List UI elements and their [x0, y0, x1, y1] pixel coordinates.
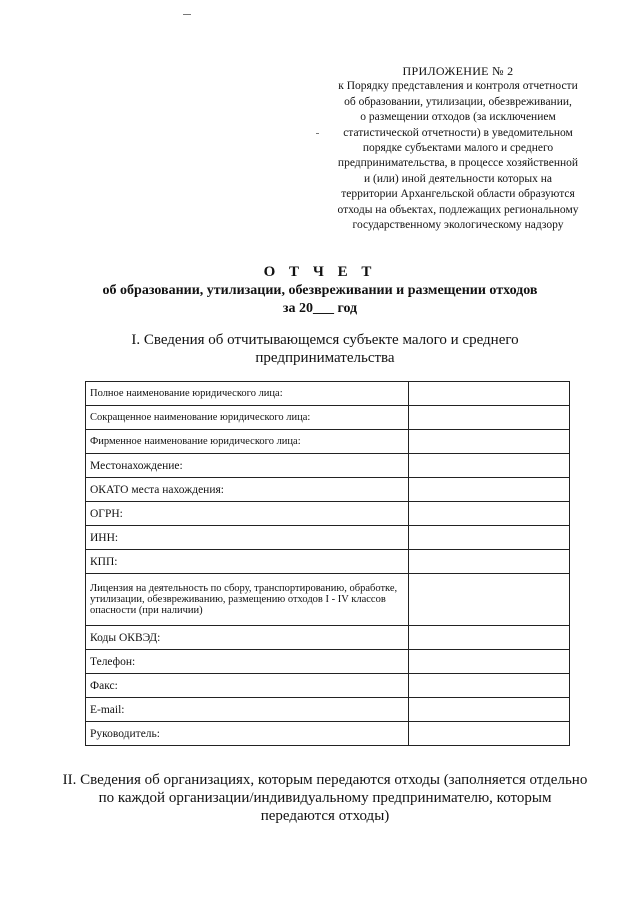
- row-value-field[interactable]: [408, 526, 569, 550]
- table-row: [86, 502, 570, 526]
- appendix-line: предпринимательства, в процессе хозяйственной: [337, 157, 579, 170]
- row-value-field[interactable]: [408, 550, 569, 574]
- report-title-year: за 20___ год: [282, 301, 358, 316]
- row-label: Коды ОКВЭД:: [86, 626, 409, 650]
- table-row: [86, 650, 570, 674]
- table-row: [86, 526, 570, 550]
- row-label: Руководитель:: [86, 722, 409, 746]
- row-value-field[interactable]: [408, 698, 569, 722]
- scan-speck: [316, 133, 319, 134]
- appendix-block: [308, 64, 608, 233]
- table-row: [86, 722, 570, 746]
- appendix-line: об образовании, утилизации, обезвреживании,: [344, 95, 572, 108]
- table-row: [86, 382, 570, 406]
- scan-speck: [183, 14, 191, 15]
- row-label: Сокращенное наименование юридического лица:: [86, 406, 409, 430]
- row-label: ОКАТО места нахождения:: [86, 478, 409, 502]
- appendix-line: порядке субъектами малого и среднего: [362, 142, 554, 155]
- table-row: [86, 430, 570, 454]
- row-label: Факс:: [86, 674, 409, 698]
- table-row: [86, 454, 570, 478]
- table-row: [86, 406, 570, 430]
- row-label: ИНН:: [86, 526, 409, 550]
- row-value-field[interactable]: [408, 722, 569, 746]
- row-label: Телефон:: [86, 650, 409, 674]
- appendix-line: территории Архангельской области образуются: [341, 188, 575, 201]
- row-value-field[interactable]: [408, 406, 569, 430]
- table-row: [86, 698, 570, 722]
- row-value-field[interactable]: [408, 502, 569, 526]
- row-value-field[interactable]: [408, 454, 569, 478]
- row-label: Лицензия на деятельность по сбору, транспортированию, обработке, утилизации, обезвреживанию, размещению отходов I - IV классов опасности (при наличии): [86, 574, 409, 626]
- table-row: [86, 626, 570, 650]
- row-value-field[interactable]: [408, 478, 569, 502]
- row-label: ОГРН:: [86, 502, 409, 526]
- row-label: Фирменное наименование юридического лица:: [86, 430, 409, 454]
- row-value-field[interactable]: [408, 650, 569, 674]
- appendix-line: государственному экологическому надзору: [352, 219, 564, 232]
- table-row: [86, 574, 570, 626]
- appendix-line: и (или) иной деятельности которых на: [364, 172, 552, 185]
- section-1-heading: I. Сведения об отчитывающемся субъекте малого и среднего предпринимательства: [131, 332, 519, 366]
- appendix-line: статистической отчетности) в уведомительном: [343, 126, 573, 139]
- row-value-field[interactable]: [408, 382, 569, 406]
- table-row: [86, 674, 570, 698]
- appendix-line: отходы на объектах, подлежащих региональному: [337, 203, 579, 216]
- row-label: Полное наименование юридического лица:: [86, 382, 409, 406]
- row-value-field[interactable]: [408, 626, 569, 650]
- report-title-subtitle: об образовании, утилизации, обезвреживании и размещении отходов: [102, 283, 538, 298]
- row-value-field[interactable]: [408, 574, 569, 626]
- appendix-line: к Порядку представления и контроля отчетности: [338, 80, 578, 93]
- row-label: КПП:: [86, 550, 409, 574]
- appendix-line: о размещении отходов (за исключением: [360, 111, 556, 124]
- appendix-heading: ПРИЛОЖЕНИЕ № 2: [402, 64, 514, 78]
- row-label: E-mail:: [86, 698, 409, 722]
- row-value-field[interactable]: [408, 430, 569, 454]
- table-row: [86, 550, 570, 574]
- report-title: [0, 262, 640, 318]
- table-row: [86, 478, 570, 502]
- row-label: Местонахождение:: [86, 454, 409, 478]
- row-value-field[interactable]: [408, 674, 569, 698]
- section-2-heading: II. Сведения об организациях, которым передаются отходы (заполняется отдельно по каждой организации/индивидуальному предпринимателю, которым передаются отходы): [62, 772, 588, 824]
- report-title-main: О Т Ч Е Т: [263, 264, 377, 280]
- entity-info-table: [85, 381, 570, 746]
